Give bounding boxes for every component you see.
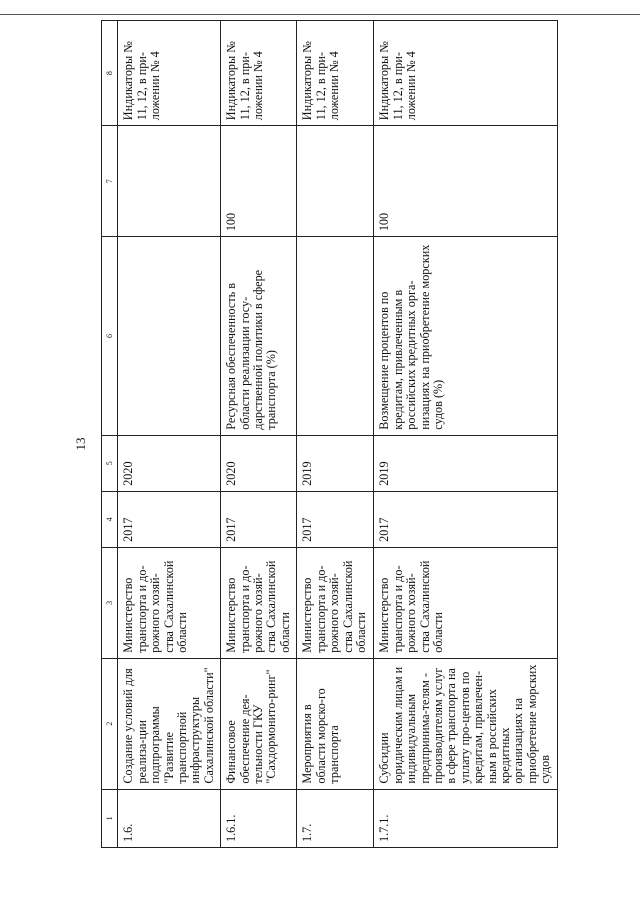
measure-name: Создание условий для реализа-ции подпрограммы "Развитие транспортной инфраструктуры Сахалинской области" bbox=[118, 658, 221, 789]
start-year: 2017 bbox=[221, 491, 297, 547]
end-year: 2020 bbox=[118, 435, 221, 491]
indicator bbox=[297, 237, 374, 436]
measure-name: Финансовое обеспечение дея-тельности ГКУ "Сахдормонито-ринг" bbox=[221, 658, 297, 789]
measure-name: Мероприятия в области морско-го транспорта bbox=[297, 658, 374, 789]
executor: Министерство транспорта и до-рожного хозяй-ства Сахалинской области bbox=[118, 547, 221, 658]
column-number-4: 4 bbox=[102, 491, 118, 547]
executor: Министерство транспорта и до-рожного хозяй-ства Сахалинской области bbox=[221, 547, 297, 658]
rotated-table-container bbox=[101, 20, 553, 848]
measures-table bbox=[101, 20, 558, 848]
end-year: 2020 bbox=[221, 435, 297, 491]
table-row bbox=[374, 21, 557, 848]
row-number: 1.7. bbox=[297, 789, 374, 847]
indicator bbox=[118, 237, 221, 436]
column-number-5: 5 bbox=[102, 435, 118, 491]
indicator: Возмещение процентов по кредитам, привлеченным в российских кредитных орга-низациях на приобретение морских судов (%) bbox=[374, 237, 557, 436]
indicator-reference: Индикаторы № 11, 12, в при-ложении № 4 bbox=[118, 21, 221, 126]
top-rule bbox=[0, 14, 640, 15]
column-number-3: 3 bbox=[102, 547, 118, 658]
column-number-1: 1 bbox=[102, 789, 118, 847]
column-number-2: 2 bbox=[102, 658, 118, 789]
row-number: 1.6. bbox=[118, 789, 221, 847]
indicator-reference: Индикаторы № 11, 12, в при-ложении № 4 bbox=[297, 21, 374, 126]
start-year: 2017 bbox=[297, 491, 374, 547]
table-row bbox=[297, 21, 374, 848]
indicator: Ресурсная обеспеченность в области реализации госу-дарственной политики в сфере транспорта (%) bbox=[221, 237, 297, 436]
end-year: 2019 bbox=[374, 435, 557, 491]
header-row bbox=[102, 21, 118, 848]
executor: Министерство транспорта и до-рожного хозяй-ства Сахалинской области bbox=[297, 547, 374, 658]
end-year: 2019 bbox=[297, 435, 374, 491]
measure-name: Субсидии юридическим лицам и индивидуальным предпринима-телям - производителям услуг в сфере транспорта на уплату про-центов по кредитам, привлечен-ным в российских кредитных организациях на приобретение морских судов bbox=[374, 658, 557, 789]
target-value bbox=[297, 126, 374, 237]
target-value: 100 bbox=[374, 126, 557, 237]
target-value bbox=[118, 126, 221, 237]
table-row bbox=[118, 21, 221, 848]
target-value: 100 bbox=[221, 126, 297, 237]
column-number-7: 7 bbox=[102, 126, 118, 237]
row-number: 1.6.1. bbox=[221, 789, 297, 847]
indicator-reference: Индикаторы № 11, 12, в при-ложении № 4 bbox=[221, 21, 297, 126]
column-number-6: 6 bbox=[102, 237, 118, 436]
start-year: 2017 bbox=[118, 491, 221, 547]
table-row bbox=[221, 21, 297, 848]
page-number: 13 bbox=[73, 437, 88, 451]
start-year: 2017 bbox=[374, 491, 557, 547]
executor: Министерство транспорта и до-рожного хозяй-ства Сахалинской области bbox=[374, 547, 557, 658]
indicator-reference: Индикаторы № 11, 12, в при-ложении № 4 bbox=[374, 21, 557, 126]
row-number: 1.7.1. bbox=[374, 789, 557, 847]
column-number-8: 8 bbox=[102, 21, 118, 126]
